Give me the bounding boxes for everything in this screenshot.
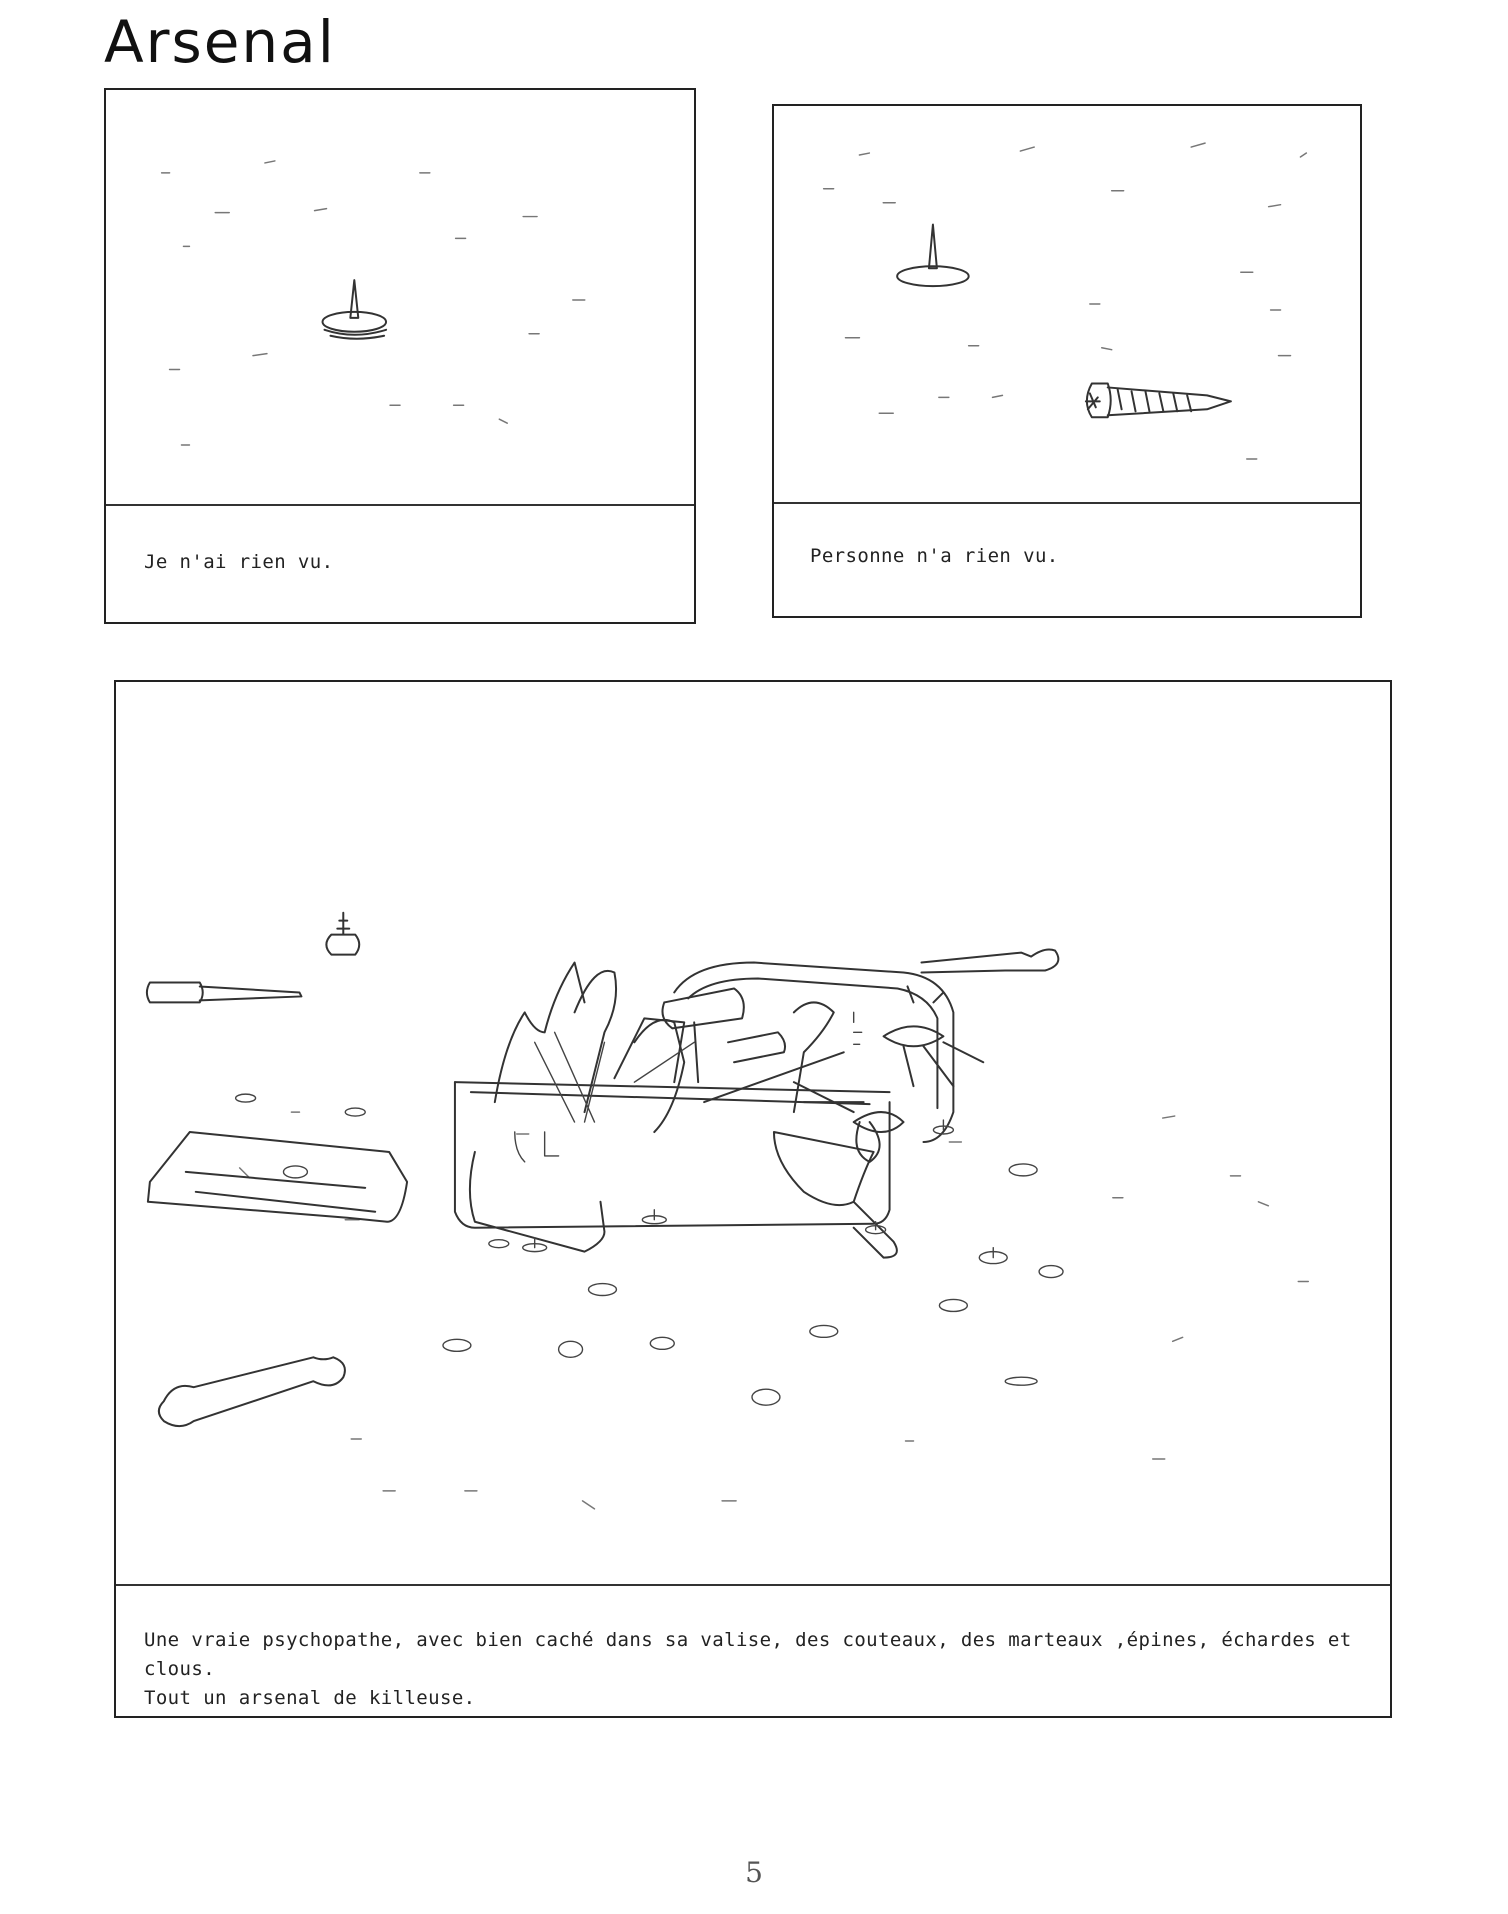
panel-3-caption (116, 1584, 1390, 1716)
wrench (159, 1357, 345, 1426)
thumbtack-stack (326, 913, 359, 955)
screwdriver-left (147, 982, 302, 1002)
comic-panel-2 (772, 104, 1362, 618)
caption-line: Je n'ai rien vu. (144, 551, 334, 573)
panel-3-illustration (116, 682, 1390, 1588)
page-title: Arsenal (104, 8, 336, 76)
page-number: 5 (745, 1856, 763, 1889)
scattered-tacks (236, 1094, 1063, 1405)
panel-1-caption (106, 504, 694, 622)
scissors (794, 1082, 904, 1162)
thumbtack-sketch (106, 90, 694, 508)
thumbtack-and-screw-sketch (774, 106, 1360, 506)
panel-2-illustration (774, 106, 1360, 506)
caption-line-1: Une vraie psychopathe, avec bien caché dans sa valise, des couteaux, des marteaux ,épines, échardes et clous. (144, 1629, 1364, 1680)
saw (148, 1132, 407, 1222)
comic-panel-1 (104, 88, 696, 624)
caption-line: Personne n'a rien vu. (810, 545, 1059, 567)
toolbox-arsenal-sketch (116, 682, 1390, 1588)
caption-line-2: Tout un arsenal de killeuse. (144, 1687, 476, 1709)
panel-1-illustration (106, 90, 694, 508)
key-ring (884, 986, 984, 1086)
comic-panel-3 (114, 680, 1392, 1718)
open-toolbox (455, 963, 953, 1252)
panel-2-caption (774, 502, 1360, 616)
screwdriver-right (921, 949, 1058, 972)
